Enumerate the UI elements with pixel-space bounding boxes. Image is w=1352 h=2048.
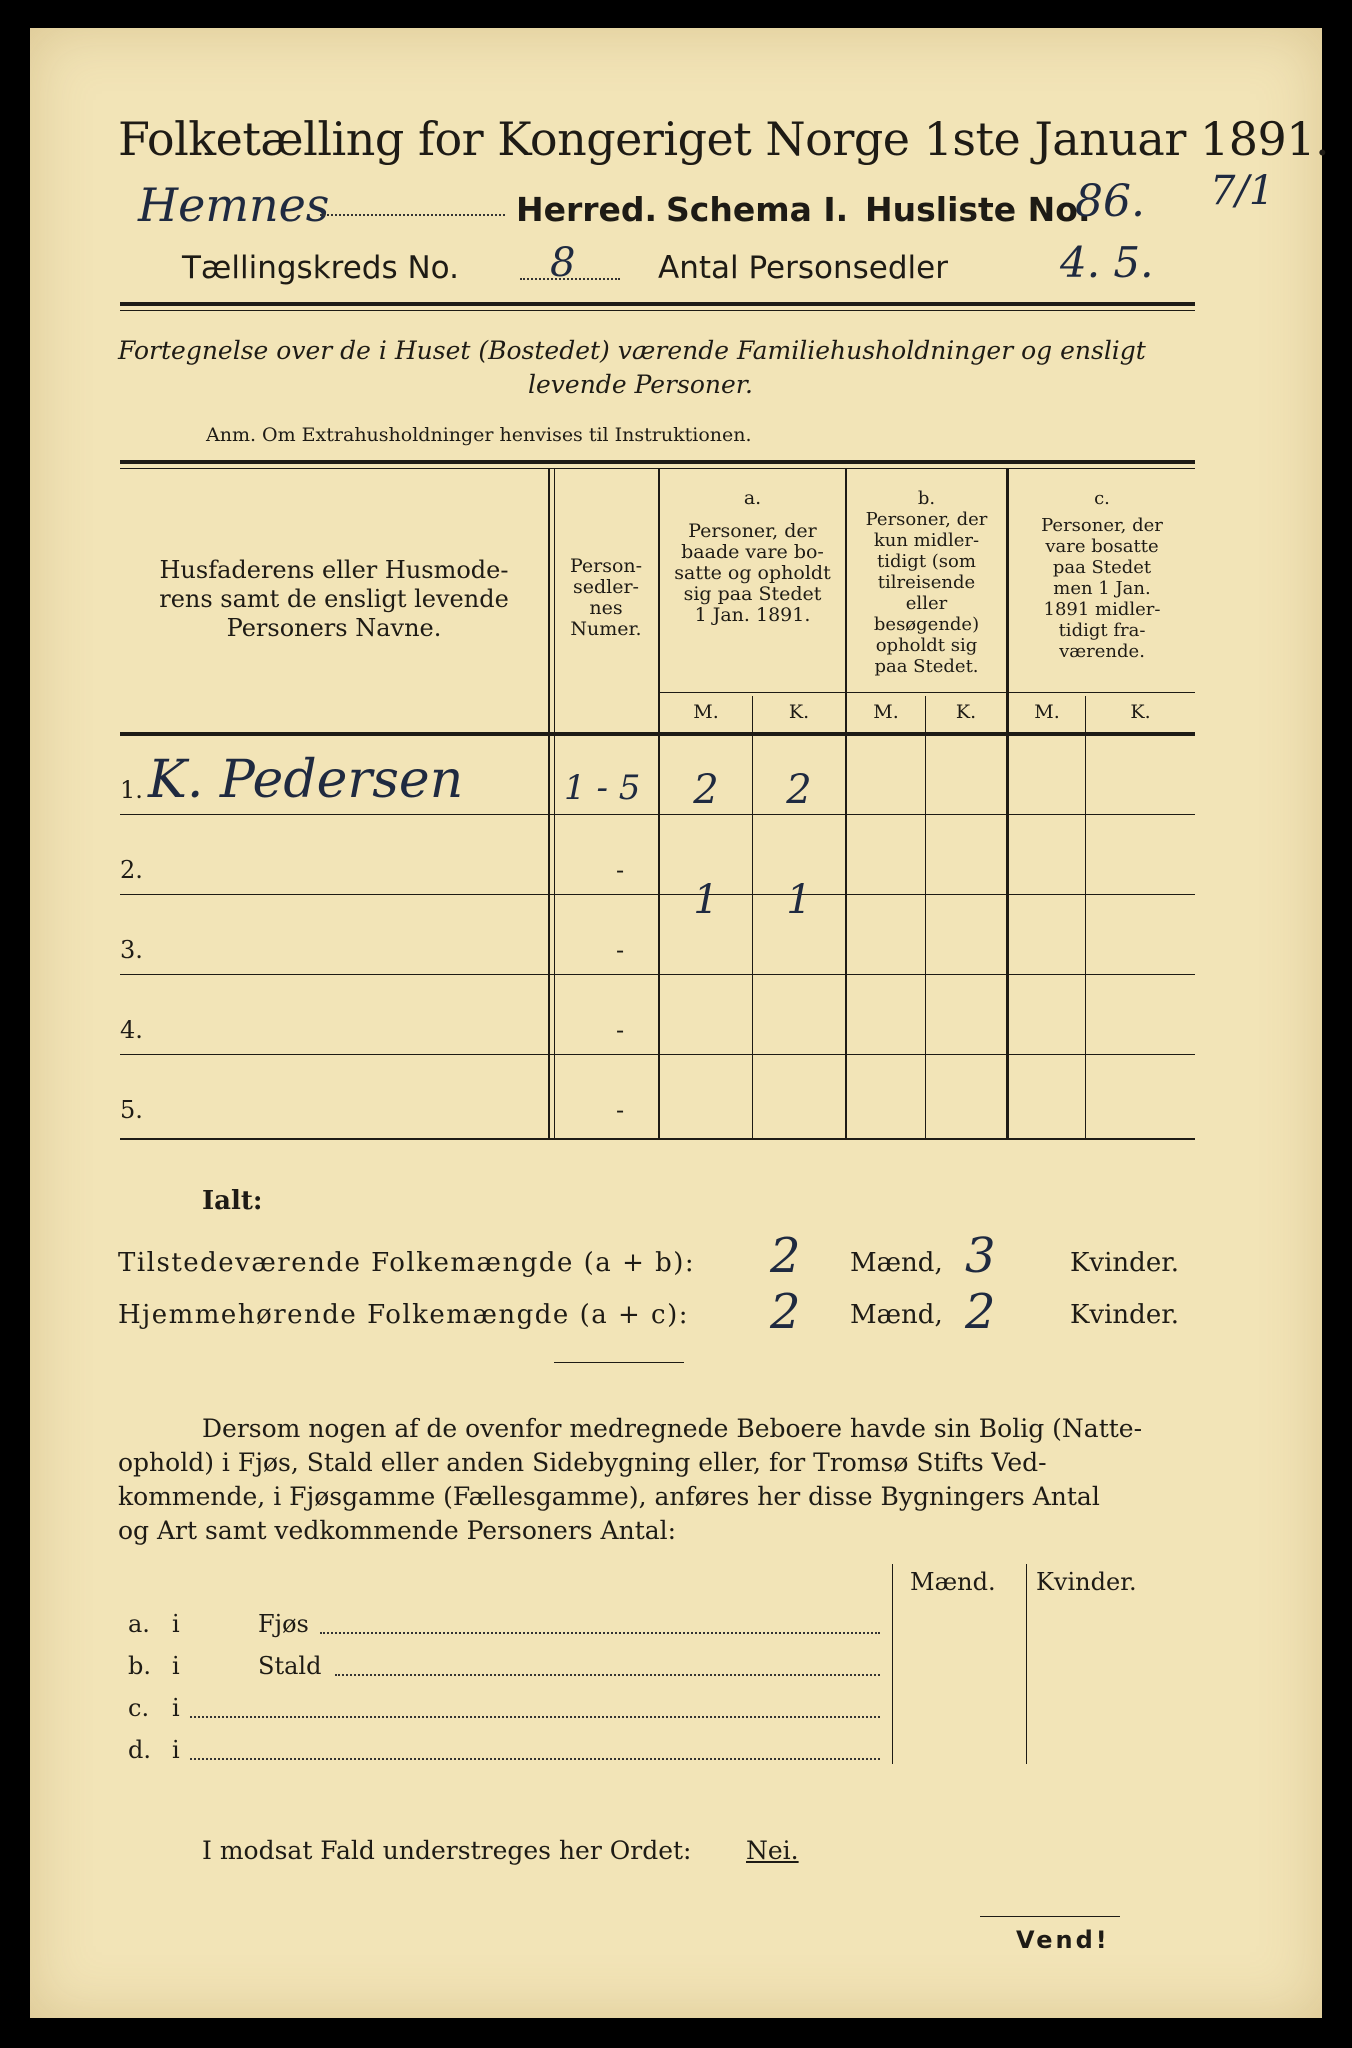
header-rule-thin <box>120 310 1195 311</box>
row-person-numbers: - <box>616 1096 625 1124</box>
header-col-c-line: værende. <box>1059 641 1145 662</box>
header-col-c-line: c. <box>1094 488 1110 509</box>
sub-b-m: M. <box>873 701 899 723</box>
kreds-value: 8 <box>550 240 576 286</box>
bolig-head-maend: Mænd. <box>910 1568 996 1596</box>
modsat-text: I modsat Fald understreges her Ordet: <box>202 1836 692 1865</box>
bolig-line-3: kommende, i Fjøsgamme (Fællesgamme), anføres her disse Bygningers Antal <box>118 1482 1100 1511</box>
header-col-b-line: paa Stedet. <box>874 656 979 677</box>
header-col-a-line: 1 Jan. 1891. <box>694 604 811 626</box>
row-person-numbers: 1 - 5 <box>564 768 641 808</box>
bolig-item-label: Stald <box>258 1652 322 1680</box>
header-col-a <box>660 488 845 626</box>
col-line-name <box>548 468 550 1138</box>
header-col-a-line: a. <box>743 487 762 509</box>
col-line-c-mk <box>1085 696 1086 1138</box>
hjemme-kvinder-value: 2 <box>965 1284 996 1340</box>
bolig-item-letter: d. <box>128 1736 151 1764</box>
row-person-numbers: - <box>616 1016 625 1044</box>
herred-label: Herred. <box>516 190 658 229</box>
sub-a-k: K. <box>788 701 810 723</box>
header-col-a-line: satte og opholdt <box>674 562 831 584</box>
anm-note: Anm. Om Extrahusholdninger henvises til Instruktionen. <box>206 424 752 446</box>
header-col-a-line: Personer, der <box>688 520 817 542</box>
bolig-item-label: Fjøs <box>258 1610 309 1638</box>
row-a-k: 1 <box>786 877 812 923</box>
tilstede-kvinder-value: 3 <box>965 1228 996 1284</box>
bolig-item-dots <box>190 1716 880 1718</box>
header-col-b-line: Personer, der <box>865 509 988 530</box>
bolig-col-line-1 <box>892 1564 893 1764</box>
table-top-rule <box>120 460 1195 464</box>
modsat-word: Nei. <box>746 1836 799 1865</box>
row-a-m: 2 <box>693 767 719 813</box>
bolig-item-i: i <box>172 1736 180 1764</box>
antal-label: Antal Personsedler <box>658 250 948 286</box>
row-a-m: 1 <box>693 877 719 923</box>
bolig-item-letter: c. <box>128 1694 150 1722</box>
husliste-value: 86. <box>1075 176 1145 227</box>
bolig-item-letter: a. <box>128 1610 150 1638</box>
row-line <box>120 1054 1195 1055</box>
hjemme-maend-value: 2 <box>770 1284 801 1340</box>
row-line <box>120 894 1195 895</box>
header-col-b-line: b. <box>917 488 936 509</box>
intro-line-2: levende Personer. <box>528 370 753 399</box>
kreds-label: Tællingskreds No. <box>182 250 459 286</box>
row-number: 5. <box>120 1096 143 1124</box>
header-num <box>554 556 658 640</box>
schema-label: Schema I. <box>666 190 849 229</box>
sub-c-m: M. <box>1034 701 1060 723</box>
antal-value: 4. 5. <box>1060 238 1154 287</box>
table-bottom-rule <box>120 1138 1195 1140</box>
bolig-item-i: i <box>172 1694 180 1722</box>
header-num-line: Person- <box>569 555 643 577</box>
row-line <box>120 814 1195 815</box>
header-names <box>120 556 548 643</box>
row-number: 3. <box>120 936 143 964</box>
hjemme-label: Hjemmehørende Folkemængde (a + c): <box>118 1300 689 1330</box>
tilstede-maend-value: 2 <box>770 1228 801 1284</box>
sub-c-k: K. <box>1130 701 1151 723</box>
row-a-k: 2 <box>786 767 812 813</box>
header-col-b-line: tilreisende <box>877 572 976 593</box>
bolig-line-2: ophold) i Fjøs, Stald eller anden Sidebygning eller, for Tromsø Stifts Ved- <box>118 1448 1047 1477</box>
header-names-line: Personers Navne. <box>226 614 442 642</box>
row-number: 1. <box>120 776 143 804</box>
hjemme-kvinder-label: Kvinder. <box>1070 1300 1180 1330</box>
header-col-b-line: eller <box>905 593 948 614</box>
bolig-line-1: Dersom nogen af de ovenfor medregnede Beboere havde sin Bolig (Natte- <box>202 1414 1143 1443</box>
row-line <box>120 974 1195 975</box>
header-col-c-line: 1891 midler- <box>1043 599 1161 620</box>
vend-label: Vend! <box>1016 1926 1110 1954</box>
row-number: 4. <box>120 1016 143 1044</box>
header-col-c <box>1009 488 1195 662</box>
bolig-item-dots <box>335 1674 880 1676</box>
header-names-line: Husfaderens eller Husmode- <box>159 556 509 584</box>
husliste-label: Husliste No. <box>865 190 1091 229</box>
header-num-line: Numer. <box>570 618 642 640</box>
corner-note: 7/1 <box>1210 168 1275 214</box>
header-col-b-line: kun midler- <box>873 530 980 551</box>
form-title: Folketælling for Kongeriget Norge 1ste Januar 1891. <box>118 112 1330 166</box>
kreds-dots <box>520 278 620 280</box>
header-col-b-line: tidigt (som <box>877 551 976 572</box>
tilstede-kvinder-label: Kvinder. <box>1070 1248 1180 1278</box>
header-col-c-line: Personer, der <box>1041 515 1163 536</box>
bolig-col-line-2 <box>1026 1564 1027 1764</box>
sub-b-k: K. <box>955 701 977 723</box>
row-name: K. Pedersen <box>148 750 464 810</box>
bolig-line-4: og Art samt vedkommende Personers Antal: <box>118 1516 677 1545</box>
header-col-c-line: vare bosatte <box>1045 536 1159 557</box>
herred-value: Hemnes <box>138 178 330 232</box>
row-number: 2. <box>120 856 143 884</box>
mk-subheader-rule <box>658 692 1195 693</box>
section-divider <box>554 1362 684 1363</box>
tilstede-maend-label: Mænd, <box>850 1248 943 1278</box>
header-rule-thick <box>120 302 1195 306</box>
header-col-c-line: paa Stedet <box>1052 557 1152 578</box>
bolig-item-letter: b. <box>128 1652 151 1680</box>
header-col-b-line: opholdt sig <box>875 635 978 656</box>
intro-line-1: Fortegnelse over de i Huset (Bostedet) værende Familiehusholdninger og ensligt <box>118 336 1146 365</box>
header-col-b <box>847 488 1006 677</box>
header-col-c-line: tidigt fra- <box>1058 620 1146 641</box>
bolig-item-i: i <box>172 1652 180 1680</box>
header-num-line: sedler- <box>573 576 639 598</box>
header-num-line: nes <box>589 597 623 619</box>
header-names-line: rens samt de ensligt levende <box>159 585 509 613</box>
bolig-item-dots <box>190 1758 880 1760</box>
header-col-b-line: besøgende) <box>873 614 980 635</box>
ialt-label: Ialt: <box>202 1186 263 1216</box>
row-person-numbers: - <box>616 936 625 964</box>
herred-dots <box>320 214 505 216</box>
census-form-page <box>30 28 1330 2018</box>
vend-rule <box>980 1916 1120 1917</box>
bolig-item-dots <box>320 1632 880 1634</box>
header-col-a-line: sig paa Stedet <box>683 583 822 605</box>
tilstede-label: Tilstedeværende Folkemængde (a + b): <box>118 1248 696 1278</box>
hjemme-maend-label: Mænd, <box>850 1300 943 1330</box>
bolig-head-kvinder: Kvinder. <box>1036 1568 1137 1596</box>
col-line-b-mk <box>925 696 926 1138</box>
bolig-item-i: i <box>172 1610 180 1638</box>
row-person-numbers: - <box>616 856 625 884</box>
header-col-c-line: men 1 Jan. <box>1053 578 1151 599</box>
header-col-a-line: baade vare bo- <box>681 541 824 563</box>
sub-a-m: M. <box>693 701 719 723</box>
